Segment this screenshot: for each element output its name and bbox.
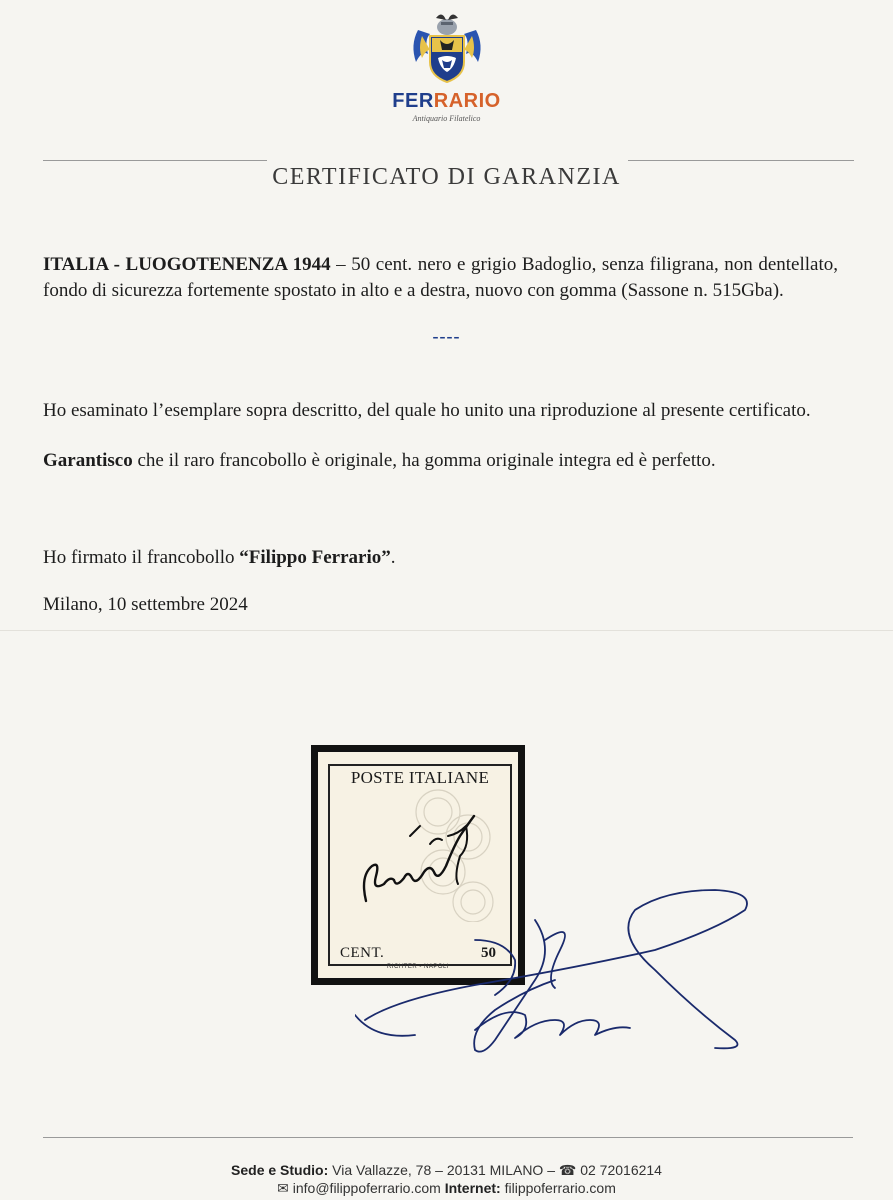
stamp-country-text: POSTE ITALIANE (350, 768, 490, 787)
signer-name: “Filippo Ferrario” (239, 547, 391, 568)
stamp-cent-label: CENT. (340, 945, 385, 961)
brand-part-2: RARIO (433, 90, 501, 112)
brand-part-1: FER (392, 90, 434, 112)
separator: ---- (432, 326, 461, 346)
footer-contact-line (0, 1180, 893, 1197)
stamp-value: 50 (481, 945, 496, 961)
paper-fold-line (0, 630, 893, 631)
footer-address-text: Via Vallazze, 78 – 20131 MILANO – ☎ 02 72016214 (328, 1162, 662, 1178)
brand-logo-text (0, 90, 893, 113)
footer-website: filippoferrario.com (500, 1180, 616, 1196)
stamp-description (43, 252, 838, 304)
header-rule-left (43, 160, 267, 161)
guarantee-lead: Garantisco (43, 450, 133, 471)
footer-address-line (0, 1162, 893, 1179)
guarantee-text: che il raro francobollo è originale, ha gomma originale integra ed è perfetto. (132, 450, 716, 471)
brand-tagline: Antiquario Filatelico (412, 114, 481, 123)
header-rule-right (628, 160, 854, 161)
footer-address-label: Sede e Studio: (231, 1162, 329, 1178)
place-and-date: Milano, 10 settembre 2024 (43, 594, 248, 615)
signed-statement (43, 545, 838, 571)
examination-statement: Ho esaminato l’esemplare sopra descritto, del quale ho unito una riproduzione al presente certificato. (43, 400, 811, 421)
guarantee-statement (43, 448, 838, 474)
footer-email: info@filippoferrario.com (288, 1180, 445, 1196)
stamp-printer-imprint: RICHTER - NAPOLI (386, 964, 449, 970)
footer-rule (43, 1137, 853, 1138)
certificate-title: CERTIFICATO DI GARANZIA (272, 164, 621, 190)
signed-text: Ho firmato il francobollo (43, 547, 240, 568)
description-lead: ITALIA - LUOGOTENENZA 1944 (43, 254, 331, 275)
coat-of-arms-logo (408, 10, 486, 88)
envelope-icon: ✉ (277, 1180, 289, 1196)
footer-internet-label: Internet: (444, 1180, 501, 1196)
signed-end: . (390, 547, 396, 568)
description-text: – 50 cent. nero e grigio Badoglio, senza filigrana, non dentellato, fondo di sicurezza fortemente spostato in alto e a destra, nuovo con gomma (Sassone n. 515Gba). (43, 254, 838, 301)
expert-signature (355, 880, 755, 1060)
